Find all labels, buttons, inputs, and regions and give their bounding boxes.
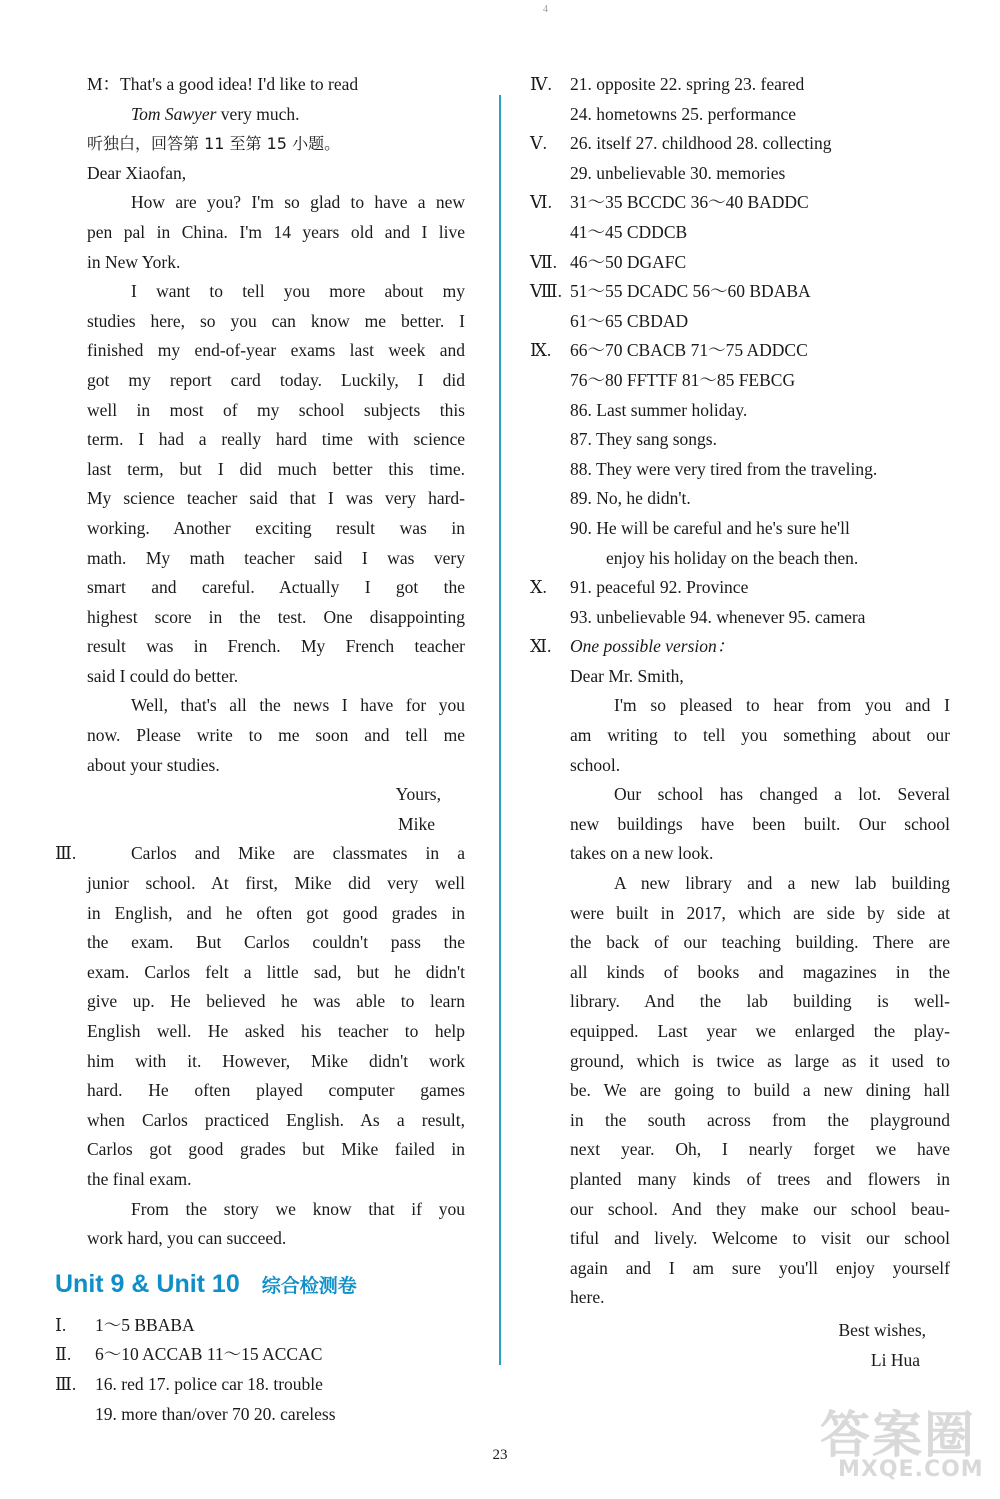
- answer-line: [530, 248, 950, 278]
- essay-line: all kinds of books and magazines in the: [570, 961, 950, 982]
- answer-line: [530, 159, 950, 189]
- letter-line: said I could do better.: [87, 665, 239, 686]
- story-line: when Carlos practiced English. As a result,: [87, 1109, 465, 1130]
- story-line: [55, 839, 465, 869]
- essay-line: were built in 2017, which are side by side at: [570, 902, 950, 923]
- essay-intro: [530, 632, 950, 662]
- section-label: Ⅺ.: [530, 636, 552, 657]
- book-title: Tom Sawyer: [131, 103, 217, 124]
- essay-line: new buildings have been built. Our school: [570, 813, 950, 834]
- dialogue-line: [55, 100, 465, 130]
- unit-heading-subtitle: 综合检测卷: [261, 1274, 357, 1297]
- essay-line: school.: [570, 754, 621, 775]
- essay-line: A new library and a new lab building: [614, 873, 950, 894]
- section-label: Ⅵ.: [530, 192, 552, 213]
- section-label: Ⅱ.: [55, 1344, 72, 1365]
- answer-text: 61～65 CBDAD: [570, 310, 689, 331]
- letter-line: working. Another exciting result was in: [87, 517, 465, 538]
- essay-line: equipped. Last year we enlarged the play-: [570, 1021, 950, 1041]
- letter-line: term. I had a really hard time with science: [87, 429, 465, 450]
- listening-instruction: 听独白，回答第 11 至第 15 小题。: [87, 134, 341, 154]
- answer-text: 76～80 FFTTF 81～85 FEBCG: [570, 369, 796, 390]
- answer-line: [55, 1340, 465, 1370]
- answer-line: 19. more than/over 70 20. careless: [95, 1403, 336, 1424]
- dialogue-line: M：That's a good idea! I'd like to read: [87, 74, 359, 94]
- section-label: Ⅴ.: [530, 133, 548, 154]
- story-line: From the story we know that if you: [131, 1198, 465, 1219]
- section-label: Ⅶ.: [530, 251, 557, 272]
- answer-text: 51～55 DCADC 56～60 BDABA: [570, 281, 811, 302]
- left-column: [55, 70, 465, 1429]
- answer-text: 31～35 BCCDC 36～40 BADDC: [570, 192, 809, 213]
- story-line: junior school. At first, Mike did very well: [87, 873, 465, 894]
- answer-text: 26. itself 27. childhood 28. collecting: [570, 133, 832, 154]
- answer-line: [530, 100, 950, 130]
- story-line: give up. He believed he was able to learn: [87, 991, 465, 1012]
- essay-line: be. We are going to build a new dining hall: [570, 1080, 950, 1101]
- qa-answer: 89. No, he didn't.: [570, 488, 691, 509]
- qa-answer: 90. He will be careful and he's sure he'll: [570, 517, 850, 538]
- letter-line: math. My math teacher said I was very: [87, 547, 465, 568]
- watermark-logo: [820, 1395, 990, 1490]
- section-label: Ⅲ.: [55, 1373, 77, 1394]
- essay-line: library. And the lab building is well-: [570, 991, 950, 1012]
- answer-text: 91. peaceful 92. Province: [570, 577, 749, 598]
- answer-line: [530, 218, 950, 248]
- essay-line: our school. And they make our school beau-: [570, 1198, 950, 1219]
- answer-line: [530, 573, 950, 603]
- letter-line: studies here, so you can know me better. I: [87, 310, 465, 331]
- story-first-line: Carlos and Mike are classmates in a: [131, 843, 465, 864]
- answer-text: 93. unbelievable 94. whenever 95. camera: [570, 606, 866, 627]
- page-number: 23: [492, 1447, 508, 1463]
- answer-text: 21. opposite 22. spring 23. feared: [570, 74, 805, 94]
- qa-answer-cont: enjoy his holiday on the beach then.: [606, 547, 859, 568]
- letter-closing: Yours,: [395, 784, 441, 805]
- essay-line: ground, which is twice as large as it used to: [570, 1050, 950, 1071]
- right-column: [530, 70, 950, 1375]
- story-line: work hard, you can succeed.: [87, 1228, 287, 1249]
- essay-line: again and I am sure you'll enjoy yourself: [570, 1257, 950, 1278]
- essay-closing: Best wishes,: [838, 1319, 926, 1340]
- answer-line: [530, 70, 950, 100]
- letter-line: got my report card today. Luckily, I did: [87, 369, 465, 390]
- letter-line: last term, but I did much better this time.: [87, 458, 465, 479]
- letter-line: now. Please write to me soon and tell me: [87, 725, 465, 746]
- answer-line: [530, 603, 950, 633]
- letter-signature: Mike: [398, 813, 435, 834]
- essay-intro-text: One possible version：: [570, 636, 735, 657]
- answer-line: [530, 336, 950, 366]
- essay-greeting: Dear Mr. Smith,: [570, 665, 684, 686]
- qa-answer: 87. They sang songs.: [570, 429, 717, 450]
- qa-answer: 86. Last summer holiday.: [570, 399, 748, 420]
- watermark-url: MXQE.COM: [838, 1457, 984, 1482]
- section-label: Ⅲ.: [55, 843, 77, 864]
- letter-line: smart and careful. Actually I got the: [87, 577, 465, 598]
- essay-line: the back of our teaching building. There are: [570, 932, 950, 953]
- story-line: exam. Carlos felt a little sad, but he didn't: [87, 961, 465, 982]
- unit-heading: [55, 1270, 465, 1299]
- letter-greeting: Dear Xiaofan,: [87, 162, 187, 183]
- qa-answer: 88. They were very tired from the traveling.: [570, 458, 878, 479]
- story-line: Carlos got good grades but Mike failed in: [87, 1139, 465, 1160]
- letter-line: Well, that's all the news I have for you: [131, 695, 465, 716]
- answer-line: [55, 1311, 465, 1341]
- section-label: Ⅸ.: [530, 340, 552, 361]
- essay-line: am writing to tell you something about our: [570, 725, 950, 746]
- letter-line: finished my end-of-year exams last week and: [87, 340, 465, 361]
- answer-text: 1～5 BBABA: [95, 1314, 195, 1335]
- section-label: Ⅰ.: [55, 1314, 67, 1335]
- story-line: the exam. But Carlos couldn't pass the: [87, 932, 465, 953]
- answer-line: [530, 129, 950, 159]
- letter-line: highest score in the test. One disappointing: [87, 606, 465, 627]
- story-line: English well. He asked his teacher to help: [87, 1021, 465, 1041]
- answer-text: 6～10 ACCAB 11～15 ACCAC: [95, 1344, 323, 1365]
- letter-line: about your studies.: [87, 754, 220, 775]
- section-label: Ⅷ.: [530, 281, 562, 302]
- unit-heading-title: Unit 9 & Unit 10: [55, 1269, 240, 1298]
- essay-line: here.: [570, 1287, 605, 1308]
- essay-line: Our school has changed a lot. Several: [614, 784, 950, 805]
- watermark-main: 答案圈: [820, 1406, 976, 1464]
- essay-line: tiful and lively. Welcome to visit our school: [570, 1228, 950, 1249]
- letter-line: well in most of my school subjects this: [87, 399, 465, 420]
- letter-line: How are you? I'm so glad to have a new: [131, 192, 465, 213]
- essay-line: I'm so pleased to hear from you and I: [614, 695, 950, 716]
- story-line: the final exam.: [87, 1168, 192, 1189]
- answer-line: [530, 307, 950, 337]
- answer-text: 66～70 CBACB 71～75 ADDCC: [570, 340, 808, 361]
- essay-signature: Li Hua: [870, 1349, 920, 1370]
- answer-text: 16. red 17. police car 18. trouble: [95, 1373, 323, 1394]
- dialogue-rest: very much.: [216, 103, 300, 124]
- section-label: Ⅹ.: [530, 577, 547, 598]
- answer-line: [530, 277, 950, 307]
- essay-line: next year. Oh, I nearly forget we have: [570, 1139, 950, 1160]
- answer-text: 41～45 CDDCB: [570, 221, 688, 242]
- story-line: him with it. However, Mike didn't work: [87, 1050, 465, 1071]
- letter-line: I want to tell you more about my: [131, 281, 465, 302]
- story-line: in English, and he often got good grades in: [87, 902, 465, 923]
- column-divider: [499, 95, 501, 1365]
- essay-line: takes on a new look.: [570, 843, 714, 864]
- answer-line: [55, 1370, 465, 1400]
- letter-line: My science teacher said that I was very hard-: [87, 488, 465, 509]
- story-line: hard. He often played computer games: [87, 1080, 465, 1101]
- answer-text: 29. unbelievable 30. memories: [570, 162, 786, 183]
- essay-line: in the south across from the playground: [570, 1109, 950, 1130]
- answer-text: 46～50 DGAFC: [570, 251, 687, 272]
- section-label: Ⅳ.: [530, 74, 552, 94]
- top-margin-mark: 4: [543, 4, 548, 15]
- letter-line: result was in French. My French teacher: [87, 636, 465, 657]
- essay-line: planted many kinds of trees and flowers in: [570, 1168, 950, 1189]
- answer-line: [530, 188, 950, 218]
- letter-line: in New York.: [87, 251, 181, 272]
- answer-text: 24. hometowns 25. performance: [570, 103, 796, 124]
- letter-line: pen pal in China. I'm 14 years old and I live: [87, 221, 465, 242]
- answer-line: [530, 366, 950, 396]
